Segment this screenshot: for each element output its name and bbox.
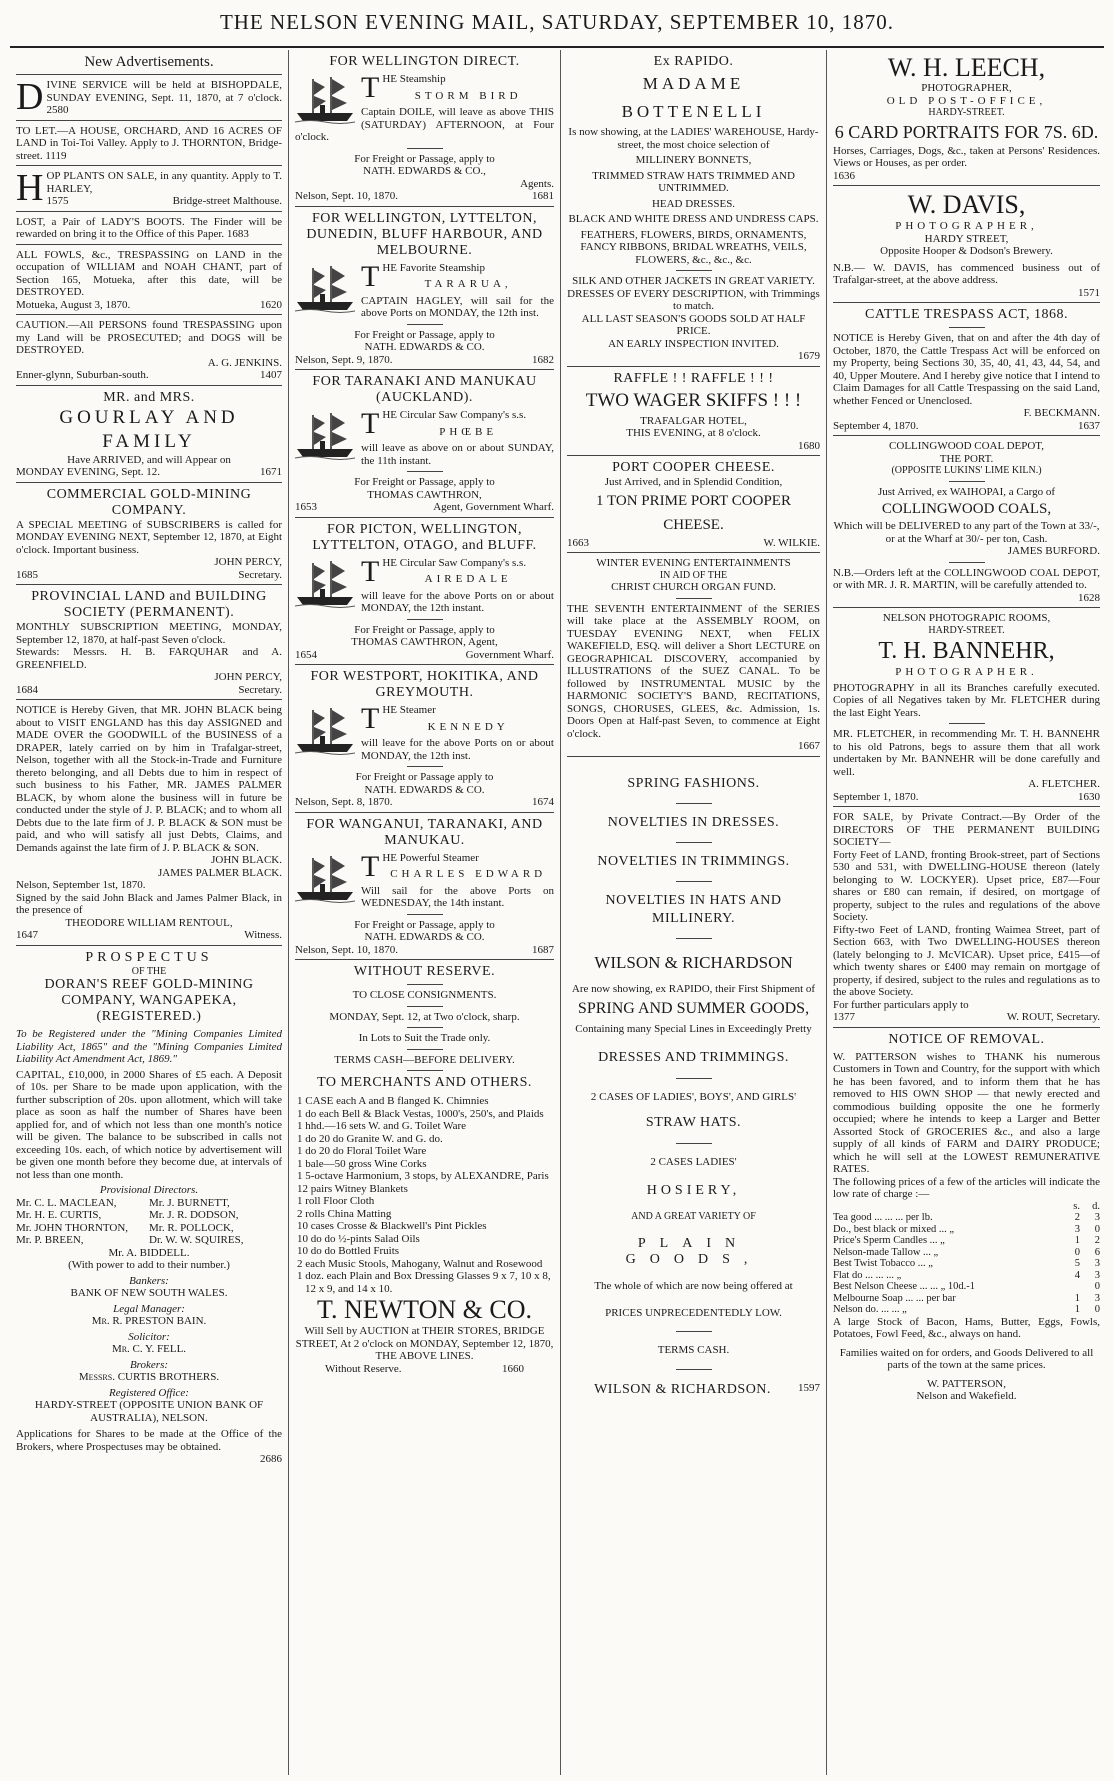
director-name: Mr. C. L. MACLEAN, [16,1196,117,1209]
auction-item: 1 CASE each A and B flanged K. Chimnies [297,1095,489,1107]
steamship-icon [295,264,355,314]
price-row: Nelson do. ... ... „ 1 0 [833,1304,1100,1315]
millinery-line: FEATHERS, FLOWERS, BIRDS, ORNAMENTS, FANCY RIBBONS, BRIDAL WREATHS, VEILS, FLOWERS, &c., &c., &c. [580,228,807,266]
column-4 [826,50,1106,1775]
ad-port-cooper: PORT COOPER CHEESE. Just Arrived, and in Splendid Condition, 1 TON PRIME PORT COOPER CHEESE. 1663 W. WILKIE. [567,456,820,553]
steamship-icon [295,75,355,125]
director-name: Dr. W. W. SQUIRES, [149,1234,244,1246]
price-header: s. d. [1073,1200,1100,1212]
auction-item: 10 do do ½-pints Salad Oils [297,1232,420,1245]
ad-coal-depot: COLLINGWOOD COAL DEPOT, THE PORT. (OPPOSITE LUKINS' LIME KILN.) Just Arrived, ex WAIHOPAI, a Cargo of COLLINGWOOD COALS, Which will be DELIVERED to any part of the Town at 33/-, or at the Wharf at 30/- per ton, Cash. JAMES BURFORD. N.B.—Orders left at the COLLINGWOOD COAL DEPOT, or with MR. J. R. MARTIN, will be carefully attended to. 1628 [833,436,1100,608]
auction-item: 2 rolls China Matting [297,1207,392,1220]
ad-steamer-ad1: FOR WELLINGTON DIRECT. THE Steamship STORM BIRD Captain DOILE, will leave as above THIS (SATURDAY) AFTERNOON, at Four o'clock. For Freight or Passage, apply to NATH. EDWARDS & CO., Agents. Nelson, Sept. 10, 1870. 1681 [295,50,554,207]
millinery-line: TRIMMED STRAW HATS TRIMMED AND UNTRIMMED. [592,169,795,194]
auction-item: 12 pairs Witney Blankets [297,1182,408,1195]
auction-item: 10 cases Crosse & Blackwell's Pint Pickles [297,1220,487,1232]
ad-lost-boots: LOST, a Pair of LADY'S BOOTS. The Finder will be rewarded on bring it to the Office of this Paper. 1683 [16,212,282,245]
ad-divine-service: DIVINE SERVICE will be held at BISHOPDALE, SUNDAY EVENING, Sept. 11, 1870, at 7 o'clock. 2580 [16,75,282,121]
price-row: Best Twist Tobacco ... „ 5 3 [833,1258,1100,1269]
auction-item: 1 do 20 do Floral Toilet Ware [297,1145,427,1157]
ad-provincial-land: PROVINCIAL LAND and BUILDING SOCIETY (PERMANENT). MONTHLY SUBSCRIPTION MEETING, MONDAY, September 12, 1870, at half-past Seven o'clock. Stewards: Messrs. H. B. FARQUHAR and A. GREENFIELD. JOHN PERCY, 1684 Secretary. [16,585,282,700]
auction-item: 1 do each Bell & Black Vestas, 1000's, 250's, and Plaids [297,1107,544,1120]
ad-rapido: Ex RAPIDO. MADAME BOTTENELLI Is now showing, at the LADIES' WAREHOUSE, Hardy-street, the most choice selection of MILLINERY BONNETS, TRIMMED STRAW HATS TRIMMED AND UNTRIMMED. HEAD DRESSES. BLACK AND WHITE DRESS AND UNDRESS CAPS. FEATHERS, FLOWERS, BIRDS, ORNAMENTS, FANCY RIBBONS, BRIDAL WREATHS, VEILS, FLOWERS, &c., &c., &c. SILK AND OTHER JACKETS IN GREAT VARIETY. DRESSES OF EVERY DESCRIPTION, with Trimmings to match. ALL LAST SEASON'S GOODS SOLD AT HALF PRICE. AN EARLY INSPECTION INVITED. 1679 [567,50,820,367]
auction-item: 1 doz. each Plain and Box Dressing Glasses 9 x 7, 10 x 8, 12 x 9, and 14 x 10. [297,1270,551,1295]
steamship-icon [295,706,355,756]
price-row: Nelson-made Tallow ... „ 0 6 [833,1246,1100,1258]
director-name: Mr. P. BREEN, [16,1234,84,1246]
auction-item: 1 5-octave Harmonium, 3 stops, by ALEXANDRE, Paris [297,1170,549,1182]
millinery-line: MILLINERY BONNETS, [635,154,752,166]
ad-raffle: RAFFLE ! ! RAFFLE ! ! ! TWO WAGER SKIFFS ! ! ! TRAFALGAR HOTEL, THIS EVENING, at 8 o'clock. 1680 [567,367,820,457]
ad-for-sale: FOR SALE, by Private Contract.—By Order of the DIRECTORS OF THE PERMANENT BUILDING SOCIETY— Forty Feet of LAND, fronting Brook-street, part of Sections 530 and 531, with DWELLING-HOUSE thereon (lately belonging to W. LOCKYER). Upset price, £87—Four shares or £80 can remain, if desired, on mortgage of property, subject to the rules and regulations of the above Society. Fifty-two Feet of LAND, fronting Waimea Street, part of Section 663, with Two DWELLING-HOUSES thereon (lately belonging to J. McVICAR). Upset price, £415—of which twenty shares or £400 may remain on mortgage of property, if desired, subject to the rules and regulations as to the above Society. For further particulars apply to 1377 W. ROUT, Secretary. [833,807,1100,1028]
auction-item: 1 bale—50 gross Wine Corks [297,1157,427,1170]
price-row: Tea good ... ... ... per lb. 2 3 [833,1212,1100,1223]
ad-winter-entertainments: WINTER EVENING ENTERTAINMENTS IN AID OF THE CHRIST CHURCH ORGAN FUND. THE SEVENTH ENTERTAINMENT of the SERIES will take place at the ASSEMBLY ROOM, on TUESDAY EVENING NEXT, when FELIX WAKEFIELD, ESQ. will deliver a Short LECTURE on GEOGRAPHICAL DISCOVERY, accompanied by ILLUSTRATIONS of the SUEZ CANAL. To be followed by INSTRUMENTAL MUSIC by the HARMONIC SOCIETY'S BAND, RECITATIONS, SONGS, CHORUSES, GLEES, &c. Admission, 1s. Doors Open at Half-past Seven, to commence at Eight o'clock. 1667 [567,553,820,757]
ad-steamer-ad2: FOR WELLINGTON, LYTTELTON, DUNEDIN, BLUFF HARBOUR, AND MELBOURNE. THE Favorite Steamship TARARUA, CAPTAIN HAGLEY, will sail for the above Ports on MONDAY, the 12th inst. For Freight or Passage, apply to NATH. EDWARDS & CO. Nelson, Sept. 9, 1870. 1682 [295,207,554,371]
ad-photographic-rooms: NELSON PHOTOGRAPIC ROOMS, HARDY-STREET. T. H. BANNEHR, PHOTOGRAPHER. PHOTOGRAPHY in all its Branches carefully executed. Copies of all Negatives taken by Mr. FLETCHER during the last Eight Years. MR. FLETCHER, in recommending Mr. T. H. BANNEHR to his old Patrons, begs to assure them that all work undertaken by Mr. BANNEHR will be done carefully and well. A. FLETCHER. September 1, 1870. 1630 [833,608,1100,807]
ad-leech-photographer: W. H. LEECH, PHOTOGRAPHER, OLD POST-OFFICE, HARDY-STREET. 6 CARD PORTRAITS FOR 7S. 6D. Horses, Carriages, Dogs, &c., taken at Persons' Residences. Views or Houses, as per order. 1636 [833,50,1100,186]
price-row: Melbourne Soap ... ... per bar 1 3 [833,1292,1100,1304]
ad-commercial-gold: COMMERCIAL GOLD-MINING COMPANY. A SPECIAL MEETING of SUBSCRIBERS is called for MONDAY EVENING NEXT, September 12, 1870, at Eight o'clock. Important business. JOHN PERCY, 1685 Secretary. [16,483,282,586]
masthead: THE NELSON EVENING MAIL, SATURDAY, SEPTEMBER 10, 1870. [219,10,895,34]
steamship-icon [295,854,355,904]
ad-hop-plants: HOP PLANTS ON SALE, in any quantity. Apply to T. HARLEY, 1575 Bridge-street Malthouse. [16,166,282,212]
director-name: Mr. J. BURNETT, [149,1196,230,1209]
price-table [833,1201,1100,1316]
ad-spring-fashions: SPRING FASHIONS. NOVELTIES IN DRESSES. NOVELTIES IN TRIMMINGS. NOVELTIES IN HATS AND MILLINERY. WILSON & RICHARDSON Are now showing, ex RAPIDO, their First Shipment of SPRING AND SUMMER GOODS, Containing many Special Lines in Exceedingly Pretty DRESSES AND TRIMMINGS. 2 CASES OF LADIES', BOYS', AND GIRLS' STRAW HATS. 2 CASES LADIES' HOSIERY, AND A GREAT VARIETY OF PLAIN GOODS, The whole of which are now being offered at PRICES UNPRECEDENTEDLY LOW. TERMS CASH. WILSON & RICHARDSON. 1597 [571,775,820,1397]
director-name: Mr. JOHN THORNTON, [16,1221,129,1234]
column-2 [288,50,560,1775]
ad-davis-photographer: W. DAVIS, PHOTOGRAPHER, HARDY STREET, Opposite Hooper & Dodson's Brewery. N.B.— W. DAVIS, has commenced business out of Trafalgar-street, at the above address. 1571 [833,186,1100,303]
ad-gourlay: MR. and MRS. GOURLAY AND FAMILY Have ARRIVED, and will Appear on MONDAY EVENING, Sept. 12. 1671 [16,386,282,483]
auction-item: 2 each Music Stools, Mahogany, Walnut and Rosewood [297,1257,543,1270]
director-name: Mr. H. E. CURTIS, [16,1209,102,1221]
ad-notice-of-removal: NOTICE OF REMOVAL. W. PATTERSON wishes to THANK his numerous Customers in Town and Country, for the support with which he has been favored, and to inform them that he has removed to HIS OWN SHOP — that newly erected and commodious building opposite the one he formerly occupied; where he intends to keep a Larger and Better Assorted Stock of GROCERIES &c., and also a large supply of all kinds of FARM and DAIRY PRODUCE; which he will sell at the LOWEST REMUNERATIVE RATES. The following prices of a few of the articles will indicate the low rate of charge :— s. d. Tea good ... ... ... per lb. 2 3 Do., best black or mixed ... „ 3 0 Price's Sperm Candles ... „ 1 2 Nelson-made Tallow ... „ 0 6 Best Twist Tobacco ... „ 5 3 Flat do ... ... ... „ 4 3 Best Nelson Cheese ... ... „ 10d.-1 0 Melbourne Soap ... ... per bar 1 3 Nelson do. ... ... „ 1 0 A large Stock of Bacon, Hams, Butter, Eggs, Fowls, Potatoes, Fowl Feed, &c., always on hand. Families waited on for orders, and Goods Delivered to all parts of the town at the same prices. W. PATTERSON, Nelson and Wakefield. [833,1031,1100,1402]
column-1 [10,50,288,1775]
millinery-line: BLACK AND WHITE DRESS AND UNDRESS CAPS. [568,213,819,225]
ad-steamer-ad4: FOR PICTON, WELLINGTON, LYTTELTON, OTAGO, and BLUFF. THE Circular Saw Company's s.s. AIREDALE will leave for the above Ports on or about MONDAY, the 12th instant. For Freight or Passage, apply to THOMAS CAWTHRON, Agent, 1654 Government Wharf. [295,518,554,666]
price-row: Price's Sperm Candles ... „ 1 2 [833,1235,1100,1246]
ad-fowls: ALL FOWLS, &c., TRESPASSING on LAND in the occupation of WILLIAM and NOAH CHANT, part of Section 165, Motueka, after this date, will be DESTROYED. Motueka, August 3, 1870. 1620 [16,245,282,316]
ad-cattle-trespass: CATTLE TRESPASS ACT, 1868. NOTICE is Hereby Given, that on and after the 4th day of October, 1870, the Cattle Trespass Act will be enforced on my Property, being Sections 30, 35, 40, 41, 43, 44, 54, and 40, Upper Moutere. And I hereby give notice that I intend to Claim Damages for all Cattle Trespassing on the said Land, whether Fenced or Unenclosed. F. BECKMANN. September 4, 1870. 1637 [833,303,1100,436]
price-row: Do., best black or mixed ... „ 3 0 [833,1223,1100,1235]
column-3 [560,50,826,1775]
ad-steamer-ad5: FOR WESTPORT, HOKITIKA, AND GREYMOUTH. THE Steamer KENNEDY will leave for the above Ports on or about MONDAY, the 12th inst. For Freight or Passage apply to NATH. EDWARDS & CO. Nelson, Sept. 8, 1870. 1674 [295,665,554,813]
millinery-line: HEAD DRESSES. [651,197,736,210]
ad-steamer-ad6: FOR WANGANUI, TARANAKI, AND MANUKAU. THE Powerful Steamer CHARLES EDWARD Will sail for the above Ports on WEDNESDAY, the 14th instant. For Freight or Passage, apply to NATH. EDWARDS & CO. Nelson, Sept. 10, 1870. 1687 [295,813,554,961]
director-name: Mr. R. POLLOCK, [149,1221,234,1234]
ad-auction: WITHOUT RESERVE. TO CLOSE CONSIGNMENTS. MONDAY, Sept. 12, at Two o'clock, sharp. In Lots to Suit the Trade only. TERMS CASH—BEFORE DELIVERY. TO MERCHANTS AND OTHERS. 1 CASE each A and B flanged K. Chimnies 1 do each Bell & Black Vestas, 1000's, 250's, and Plaids 1 hhd.—16 sets W. and G. Toilet Ware 1 do 20 do Granite W. and G. do. 1 do 20 do Floral Toilet Ware 1 bale—50 gross Wine Corks 1 5-octave Harmonium, 3 stops, by ALEXANDRE, Paris 12 pairs Witney Blankets 1 roll Floor Cloth 2 rolls China Matting 10 cases Crosse & Blackwell's Pint Pickles 10 do do ½-pints Salad Oils 10 do do Bottled Fruits 2 each Music Stools, Mahogany, Walnut and Rosewood 1 doz. each Plain and Box Dressing Glasses 9 x 7, 10 x 8, 12 x 9, and 14 x 10. T. NEWTON & CO. Will Sell by AUCTION at THEIR STORES, BRIDGE STREET, At 2 o'clock on MONDAY, September 12, 1870, THE ABOVE LINES. Without Reserve. 1660 [295,964,554,1375]
ad-caution: CAUTION.—All PERSONS found TRESPASSING upon my Land will be PROSECUTED; and DOGS will be DESTROYED. A. G. JENKINS. Enner-glynn, Suburban-south. 1407 [16,315,282,386]
ad-notice-black: NOTICE is Hereby Given, that MR. JOHN BLACK being about to VISIT ENGLAND has this day ASSIGNED and MADE OVER the GOODWILL of the BUSINESS of a DRAPER, lately carried on by him in Trafalgar-street, Nelson, together with all the Stock-in-Trade and Furniture thereto belonging, and all Debts due to him in respect of such business to his Father, MR. JAMES PALMER BLACK, by whom alone the business will in future be conducted under the style of J. P. BLACK; and to whom all Debts due to the late firm of J. P. BLACK & SON must be paid, and who will satisfy all just Debts, Claims, and Demands against the late firm of J. P. BLACK & SON. JOHN BLACK. JAMES PALMER BLACK. Nelson, September 1st, 1870. Signed by the said John Black and James Palmer Black, in the presence of THEODORE WILLIAM RENTOUL, 1647 Witness. [16,700,282,946]
auction-item: 1 hhd.—16 sets W. and G. Toilet Ware [297,1120,467,1132]
steamship-icon [295,559,355,609]
price-row: Best Nelson Cheese ... ... „ 10d.-1 0 [833,1281,1100,1292]
steamship-icon [295,411,355,461]
masthead-rule [10,46,1104,48]
auction-item: 1 roll Floor Cloth [297,1195,375,1207]
price-row: Flat do ... ... ... „ 4 3 [833,1269,1100,1281]
directors-list [16,1197,282,1247]
auction-item: 1 do 20 do Granite W. and G. do. [297,1132,443,1145]
director-name: Mr. J. R. DODSON, [149,1209,239,1221]
auction-item: 10 do do Bottled Fruits [297,1245,400,1257]
section-title: New Advertisements. [16,50,282,75]
ad-steamer-ad3: FOR TARANAKI AND MANUKAU (AUCKLAND). THE Circular Saw Company's s.s. PHŒBE will leave as above on or about SUNDAY, the 11th instant. For Freight or Passage, apply to THOMAS CAWTHRON, 1653 Agent, Government Wharf. [295,370,554,518]
ad-to-let: TO LET.—A HOUSE, ORCHARD, AND 16 ACRES OF LAND in Toi-Toi Valley. Apply to J. THORNTON, Bridge-street. 1119 [16,121,282,167]
ad-prospectus: PROSPECTUS OF THE DORAN'S REEF GOLD-MINING COMPANY, WANGAPEKA, (REGISTERED.) To be Registered under the "Mining Companies Limited Liability Act, 1865" and the "Mining Companies Limited Liability Act Amendment Act, 1869." CAPITAL, £10,000, in 2000 Shares of £5 each. A Deposit of 10s. per Share to be made upon application, with the further subscription of 20s. upon allotment, which will take place as soon as half the number of Shares have been applied for, and of which not less than one month's notice will be given. The balance to be subscribed in calls not exceeding 10s. each, of which notice by advertisement will be given one month before they become due, at intervals of not less than one month. Provisional Directors. Mr. C. L. MACLEAN, Mr. H. E. CURTIS, Mr. JOHN THORNTON, Mr. P. BREEN, Mr. J. BURNETT, Mr. J. R. DODSON, Mr. R. POLLOCK, Dr. W. W. SQUIRES, Mr. A. BIDDELL. (With power to add to their number.) Bankers: BANK OF NEW SOUTH WALES. Legal Manager: Mr. R. PRESTON BAIN. Solicitor: Mr. C. Y. FELL. Brokers: Messrs. CURTIS BROTHERS. Registered Office: HARDY-STREET (OPPOSITE UNION BANK OF AUSTRALIA), NELSON. Applications for Shares to be made at the Office of the Brokers, where Prospectuses may be obtained. 2686 [16,949,282,1465]
